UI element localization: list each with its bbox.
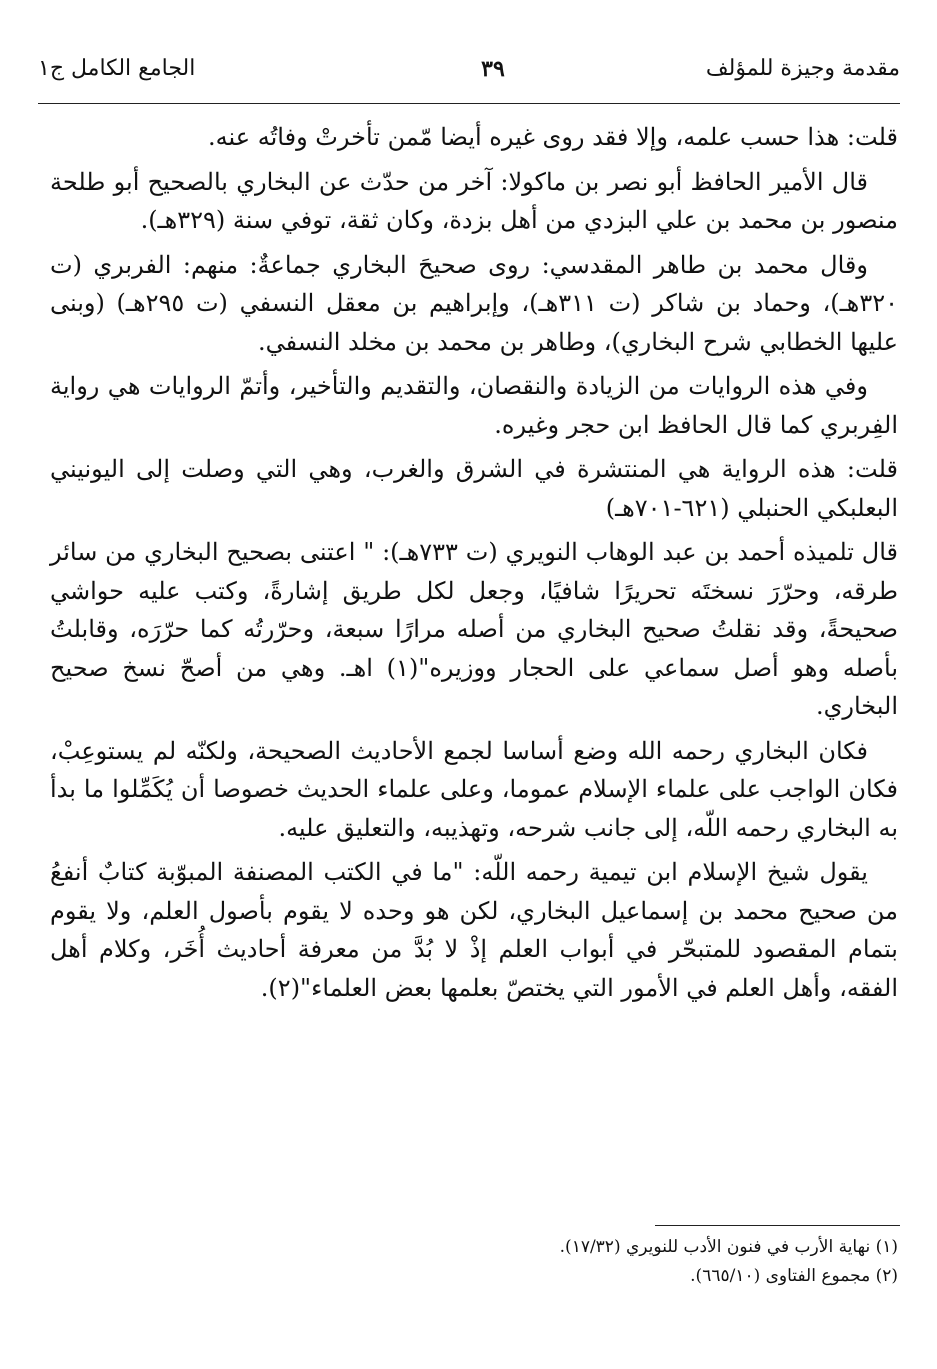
paragraph: قال تلميذه أحمد بن عبد الوهاب النويري (ت ٧٣٣هـ): " اعتنى بصحيح البخاري من سائر طرقه، وحرّرَ نسختَه تحريرًا شافيًا، وجعل لكل طريق إشارةً، وكتب عليه حواشي صحيحةً، وقد نقلتُ صحيح البخاري من أصله مرارًا سبعة، وحرّرتُه كما حرّرَه، وقابلتُ بأصله وهو أصل سماعي على الحجار ووزيره"(١) اهـ. وهي من أصحّ نسخ صحيح البخاري. <box>50 538 899 720</box>
header-book-title: الجامع الكامل ج١ <box>38 56 196 81</box>
paragraph: فكان البخاري رحمه الله وضع أساسا لجمع الأحاديث الصحيحة، ولكنّه لم يستوعِبْ، فكان الواجب على علماء الإسلام عموما، وعلى علماء الحديث خصوصا أن يُكَمِّلوا ما بدأ به البخاري رحمه اللّه، إلى جانب شرحه، وتهذيبه، والتعليق عليه. <box>50 736 898 842</box>
footnote: (٢) مجموع الفتاوى (٦٦٥/١٠). <box>690 1266 898 1286</box>
paragraph: قلت: هذه الرواية هي المنتشرة في الشرق والغرب، وهي التي وصلت إلى اليونيني البعلبكي الحنبلي (٦٢١-٧٠١هـ) <box>50 455 898 522</box>
paragraph: وقال محمد بن طاهر المقدسي: روى صحيحَ البخاري جماعةٌ: منهم: الفربري (ت ٣٢٠هـ)، وحماد بن شاكر (ت ٣١١هـ)، وإبراهيم بن معقل النسفي (ت ٢٩٥هـ) (وبنى عليها الخطابي شرح البخاري)، وطاهر بن محمد بن مخلد النسفي. <box>50 250 898 356</box>
footnotes <box>50 1233 898 1291</box>
header-section-title: مقدمة وجيزة للمؤلف <box>705 56 900 81</box>
header-divider <box>38 103 900 104</box>
page-number: ٣٩ <box>481 56 505 82</box>
body-text <box>50 118 898 1013</box>
paragraph: يقول شيخ الإسلام ابن تيمية رحمه اللّه: "ما في الكتب المصنفة المبوّبة كتابٌ أنفعُ من صحيح محمد بن إسماعيل البخاري، لكن هو وحده لا يقوم بأصول العلم، ولا يقوم بتمام المقصود للمتبحّر في أبواب العلم إذْ لا بُدَّ من معرفة أحاديث أُخَر، وكلام أهل الفقه، وأهل العلم في الأمور التي يختصّ بعلمها بعض العلماء"(٢). <box>50 858 898 1002</box>
paragraph: قلت: هذا حسب علمه، وإلا فقد روى غيره أيضا مّمن تأخرتْ وفاتُه عنه. <box>208 123 898 151</box>
footnote-divider <box>655 1225 900 1226</box>
footnote: (١) نهاية الأرب في فنون الأدب للنويري (١٧/٣٢). <box>559 1237 898 1257</box>
running-header <box>38 56 900 96</box>
paragraph: قال الأمير الحافظ أبو نصر بن ماكولا: آخر من حدّث عن البخاري بالصحيح أبو طلحة منصور بن محمد بن علي البزدي من أهل بزدة، وكان ثقة، توفي سنة (٣٢٩هـ). <box>50 167 898 234</box>
paragraph: وفي هذه الروايات من الزيادة والنقصان، والتقديم والتأخير، وأتمّ الروايات هي رواية الفِربري كما قال الحافظ ابن حجر وغيره. <box>50 372 898 439</box>
